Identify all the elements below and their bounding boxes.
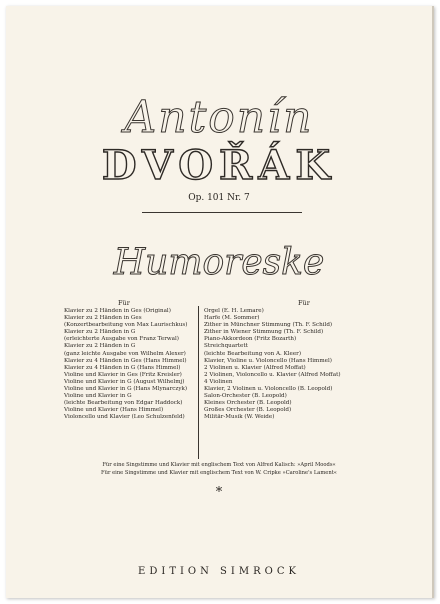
list-item: Violoncello und Klavier (Leo Schulzenfeld) (64, 414, 185, 421)
list-item: Salon-Orchester (B. Leopold) (204, 393, 287, 400)
list-item: Klavier zu 2 Händen in Ges (Original) (64, 308, 171, 314)
list-item: Harfe (M. Sommer) (204, 315, 260, 322)
left-column-heading: Für (118, 299, 130, 307)
composer-first-name: Antonín (124, 92, 314, 143)
list-item: Zither in Münchner Stimmung (Th. F. Schild) (204, 322, 333, 329)
list-item: Klavier zu 4 Händen in G (Hans Himmel) (64, 364, 181, 371)
ornament-star: * (215, 485, 223, 500)
vocal-note-2: Für eine Singstimme und Klavier mit englischem Text von W. Cripke »Caroline's Lament« (101, 470, 337, 476)
vocal-note-1: Für eine Singstimme und Klavier mit englischem Text von Alfred Kalisch: »April Moods« (102, 462, 336, 468)
title-divider (142, 212, 302, 213)
list-item: 2 Violinen u. Klavier (Alfred Moffat) (204, 364, 306, 371)
list-item: Klavier zu 2 Händen in Ges (64, 315, 142, 322)
right-column-heading: Für (298, 299, 310, 307)
list-item: Violine und Klavier in G (Hans Mlynarczyk) (64, 386, 188, 393)
list-item: (leichte Bearbeitung von A. Kleer) (204, 350, 302, 357)
list-item: Klavier, Violine u. Violoncello (Hans Himmel) (204, 357, 332, 364)
list-item: Klavier zu 4 Händen in Ges (Hans Himmel) (64, 357, 187, 364)
list-item: Klavier, 2 Violinen u. Violoncello (B. Leopold) (204, 386, 333, 393)
score-cover (6, 6, 434, 598)
list-item: Großes Orchester (B. Leopold) (204, 407, 292, 414)
list-item: (ganz leichte Ausgabe von Wilhelm Alexer) (64, 350, 186, 357)
list-item: (erleichterte Ausgabe von Franz Terwal) (64, 336, 179, 343)
list-item: (Konzertbearbeitung von Max Laurischkus) (64, 322, 188, 329)
publisher-imprint: EDITION SIMROCK (138, 566, 300, 577)
list-item: Militär-Musik (W. Weide) (204, 414, 275, 421)
list-item: Streichquartett (204, 343, 248, 350)
list-item: Zither in Wiener Stimmung (Th. F. Schild) (204, 329, 324, 336)
list-item: 2 Violinen, Violoncello u. Klavier (Alfred Moffat) (204, 371, 341, 378)
list-item: Klavier zu 2 Händen in G (64, 329, 136, 336)
opus-number: Op. 101 Nr. 7 (188, 193, 250, 203)
list-item: Orgel (E. H. Lemare) (204, 308, 264, 314)
list-item: 4 Violinen (204, 378, 233, 385)
list-item: Violine und Klavier in Ges (Fritz Kreisler) (64, 371, 182, 378)
list-item: Piano-Akkordeon (Fritz Bozarth) (204, 336, 297, 343)
list-item: Kleines Orchester (B. Leopold) (204, 400, 292, 407)
left-arrangement-list (64, 308, 187, 422)
work-title: Humoreske (113, 242, 325, 283)
composer-last-name: DVOŘÁK (101, 142, 337, 189)
list-item: Violine und Klavier (Hans Himmel) (64, 407, 164, 414)
list-item: Klavier zu 2 Händen in G (64, 343, 136, 350)
column-divider (198, 306, 199, 459)
list-item: Violine und Klavier in G (64, 393, 132, 400)
right-arrangement-list (204, 308, 341, 422)
list-item: Violine und Klavier in G (August Wilhelmj) (64, 378, 185, 385)
list-item: (leichte Bearbeitung von Edgar Haddock) (64, 400, 183, 407)
